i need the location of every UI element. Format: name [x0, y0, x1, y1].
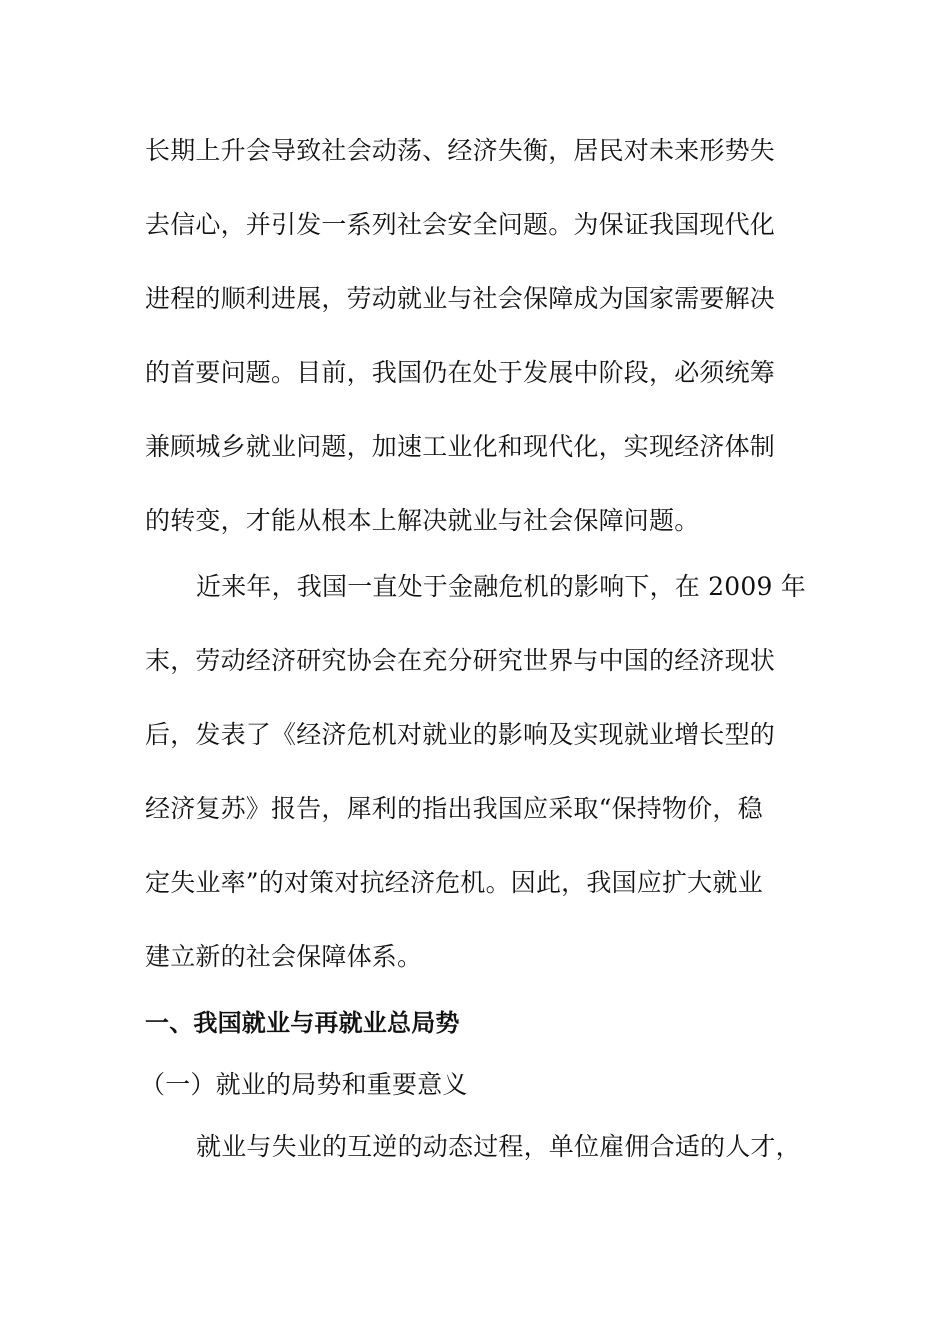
paragraph-2-line-6: 建立新的社会保障体系。 — [145, 942, 423, 971]
paragraph-1-line-6: 的转变，才能从根本上解决就业与社会保障问题。 — [145, 506, 700, 535]
paragraph-3-line-1: 就业与失业的互逆的动态过程，单位雇佣合适的人才， — [196, 1132, 801, 1161]
paragraph-1-line-3: 进程的顺利进展，劳动就业与社会保障成为国家需要解决 — [145, 284, 776, 313]
paragraph-2-line-5: 定失业率”的对策对抗经济危机。因此，我国应扩大就业 — [145, 868, 763, 897]
paragraph-1-line-1: 长期上升会导致社会动荡、经济失衡，居民对未来形势失 — [145, 136, 776, 165]
section-heading: 一、我国就业与再就业总局势 — [145, 1009, 460, 1037]
paragraph-2-line-3: 后，发表了《经济危机对就业的影响及实现就业增长型的 — [145, 720, 776, 749]
paragraph-1-line-4: 的首要问题。目前，我国仍在处于发展中阶段，必须统筹 — [145, 358, 776, 387]
paragraph-2-line-4: 经济复苏》报告，犀利的指出我国应采取“保持物价，稳 — [145, 794, 763, 823]
paragraph-1-line-2: 去信心，并引发一系列社会安全问题。为保证我国现代化 — [145, 210, 776, 239]
paragraph-2-line-1: 近来年，我国一直处于金融危机的影响下，在 2009 年 — [196, 572, 806, 601]
paragraph-1-line-5: 兼顾城乡就业问题，加速工业化和现代化，实现经济体制 — [145, 432, 776, 461]
paragraph-2-line-2: 末，劳动经济研究协会在充分研究世界与中国的经济现状 — [145, 646, 776, 675]
subsection-heading: （一）就业的局势和重要意义 — [140, 1070, 468, 1099]
